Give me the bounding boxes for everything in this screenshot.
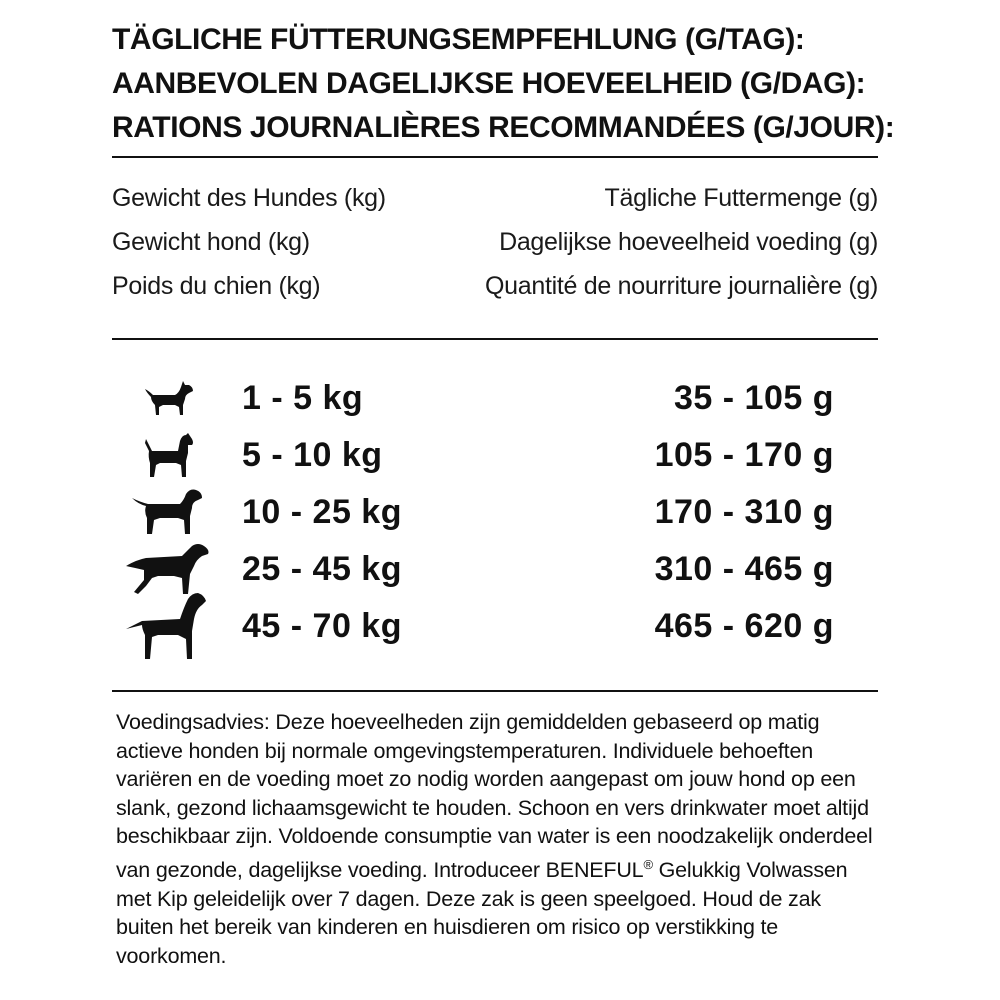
table-row <box>112 541 878 598</box>
column-header-row-dutch <box>112 220 878 264</box>
divider-middle <box>112 338 878 340</box>
daily-amount: 35 - 105 g <box>674 379 834 417</box>
weight-header: Gewicht hond (kg) <box>112 228 310 256</box>
weight-range: 45 - 70 kg <box>242 607 402 645</box>
small-dog-icon <box>112 370 222 427</box>
daily-amount: 105 - 170 g <box>654 436 834 474</box>
advice-text-part2: Gelukkig Volwassen met Kip geleidelijk over 7 dagen. Deze zak is geen speelgoed. Houd de zak buiten het bereik van kinderen en huisdieren om risico op verstikking te voorkomen. <box>116 858 848 968</box>
title-german: TÄGLICHE FÜTTERUNGSEMPFEHLUNG (G/TAG): <box>112 23 805 56</box>
weight-range: 25 - 45 kg <box>242 550 402 588</box>
large-dog-icon <box>112 541 222 598</box>
feeding-table <box>112 370 878 655</box>
giant-dog-icon <box>112 598 222 655</box>
feeding-advice-text <box>116 708 876 971</box>
daily-amount: 310 - 465 g <box>654 550 834 588</box>
terrier-dog-icon <box>112 427 222 484</box>
table-row <box>112 484 878 541</box>
table-row <box>112 598 878 655</box>
weight-header: Gewicht des Hundes (kg) <box>112 184 386 212</box>
amount-header: Tägliche Futtermenge (g) <box>604 184 878 212</box>
amount-header: Dagelijkse hoeveelheid voeding (g) <box>499 228 878 256</box>
advice-text-part1: Voedingsadvies: Deze hoeveelheden zijn gemiddelden gebaseerd op matig actieve honden bij normale omgevingstemperaturen. Individuele behoeften variëren en de voeding moet zo nodig worden aangepast om jouw hond op een slank, gezond lichaamsgewicht te houden. Schoon en vers drinkwater moet altijd beschikbaar zijn. Voldoende consumptie van water is een noodzakelijk onderdeel van gezonde, dagelijkse voeding. Introduceer BENEFUL <box>116 710 873 883</box>
daily-amount: 170 - 310 g <box>654 493 834 531</box>
registered-mark: ® <box>643 856 653 872</box>
title-dutch: AANBEVOLEN DAGELIJKSE HOEVEELHEID (G/DAG): <box>112 67 866 100</box>
weight-range: 1 - 5 kg <box>242 379 364 417</box>
medium-dog-icon <box>112 484 222 541</box>
weight-header: Poids du chien (kg) <box>112 272 321 300</box>
divider-top <box>112 156 878 158</box>
divider-bottom <box>112 690 878 692</box>
daily-amount: 465 - 620 g <box>654 607 834 645</box>
column-header-row-french <box>112 264 878 308</box>
column-header-row-german <box>112 176 878 220</box>
weight-range: 5 - 10 kg <box>242 436 383 474</box>
feeding-titles <box>112 18 902 150</box>
weight-range: 10 - 25 kg <box>242 493 402 531</box>
table-row <box>112 370 878 427</box>
title-french: RATIONS JOURNALIÈRES RECOMMANDÉES (G/JOUR): <box>112 111 895 144</box>
column-headers <box>112 176 878 308</box>
table-row <box>112 427 878 484</box>
amount-header: Quantité de nourriture journalière (g) <box>485 272 878 300</box>
